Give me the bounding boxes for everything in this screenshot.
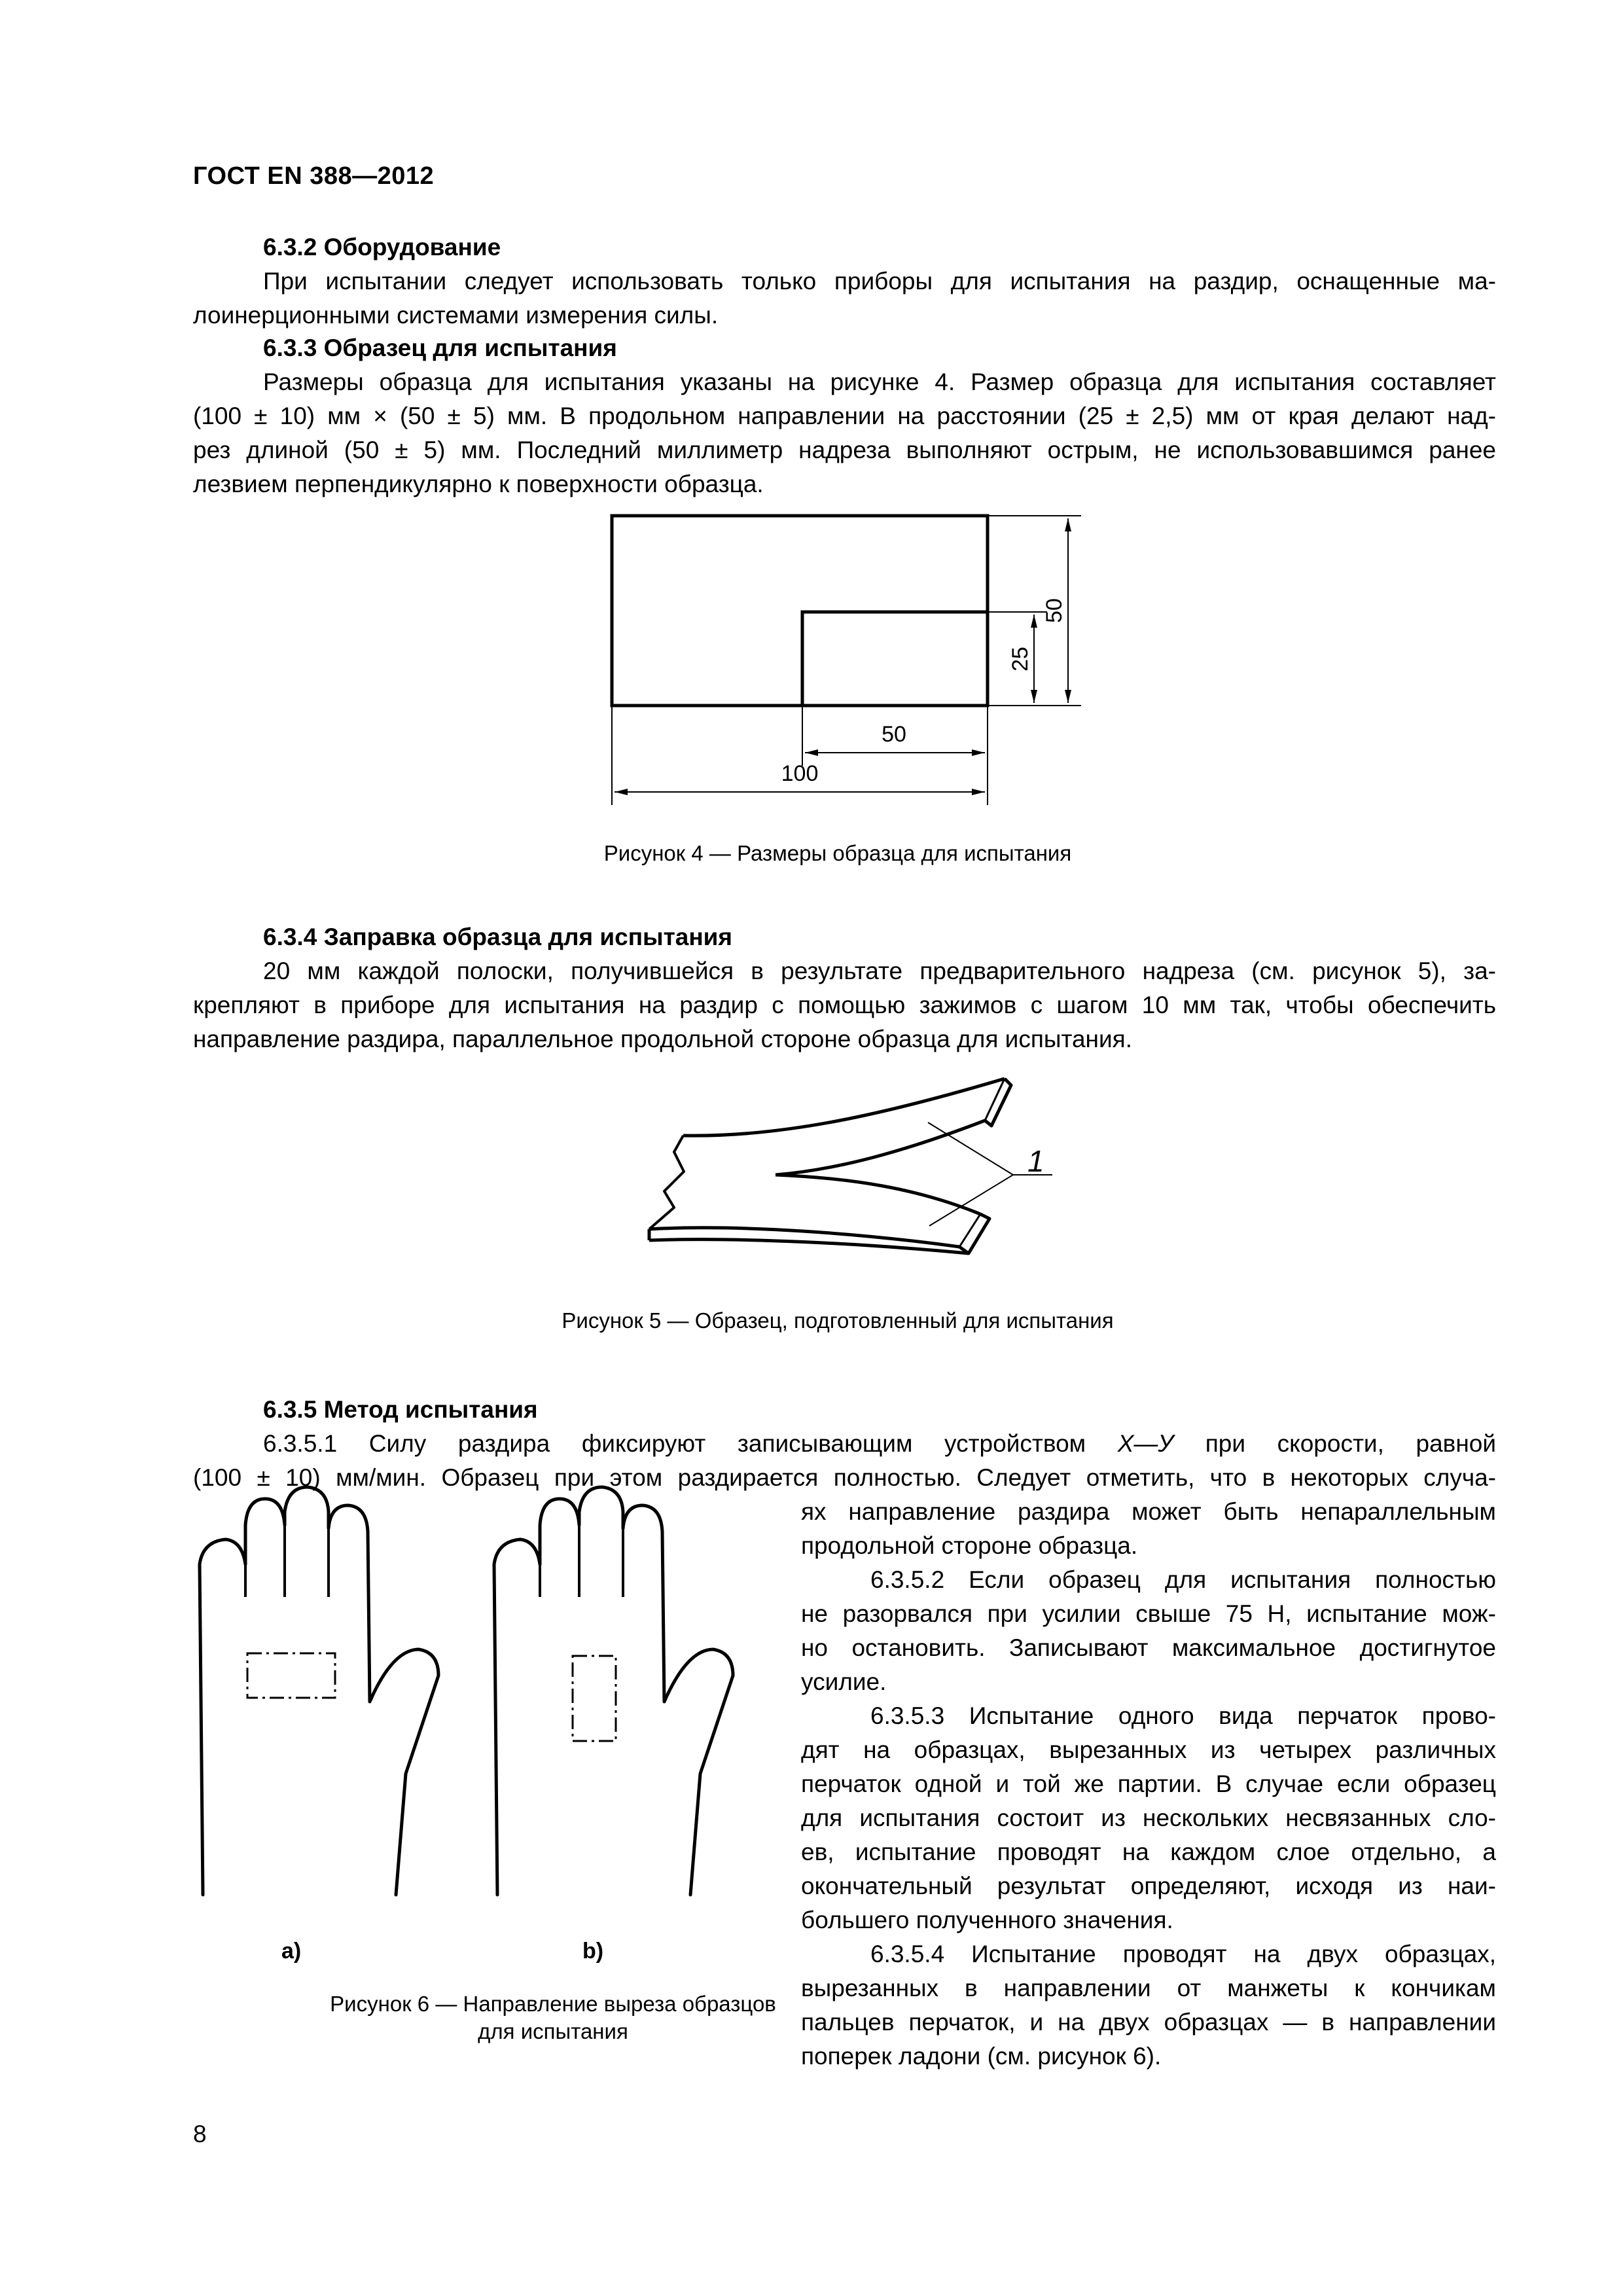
section-633-heading: 6.3.3 Образец для испытания [263,334,617,361]
callout-number: 1 [1027,1144,1044,1178]
p6352-line-4: усилие. [801,1668,887,1695]
figure-6-caption-line-2: для испытания [478,2019,628,2043]
p6353-line-6: окончательный результат определяют, исходя из наи- [801,1873,1496,1899]
s634-line-2: крепляют в приборе для испытания на раздир с помощью зажимов с шагом 10 мм так, чтобы обеспечить [193,992,1496,1018]
s635-right-line-2: продольной стороне образца. [801,1532,1138,1559]
glove-b-cut-area [573,1656,616,1741]
glove-b-drawing [494,1487,733,1895]
figure-6-caption-line-1: Рисунок 6 — Направление выреза образцов [330,1992,776,2016]
section-635-heading: 6.3.5 Метод испытания [263,1396,538,1423]
figure-5-specimen-drawing [649,1079,1011,1253]
s634-line-3: направление раздира, параллельное продольной стороне образца для испытания. [193,1026,1132,1052]
s634-line-1: 20 мм каждой полоски, получившейся в результате предварительного надреза (см. рисунок 5), за- [263,958,1496,984]
section-632-heading: 6.3.2 Оборудование [263,234,501,260]
document-header: ГОСТ EN 388—2012 [193,162,435,190]
s632-line-2: лоинерционными системами измерения силы. [193,302,719,329]
s633-line-4: лезвием перпендикулярно к поверхности образца. [193,471,764,497]
section-634-heading: 6.3.4 Заправка образца для испытания [263,924,733,950]
p6353-line-7: большего полученного значения. [801,1907,1173,1933]
p6354-line-4: поперек ладони (см. рисунок 6). [801,2043,1162,2070]
p6354-line-3: пальцев перчаток, и на двух образцах — в направлении [801,2009,1496,2036]
p6353-line-3: перчаток одной и той же партии. В случае если образец [801,1770,1496,1797]
p6353-line-2: дят на образцах, вырезанных из четырех различных [801,1736,1496,1763]
p6354-line-2: вырезанных в направлении от манжеты к кончикам [801,1975,1496,2001]
p6354-line-1: 6.3.5.4 Испытание проводят на двух образцах, [870,1941,1496,1967]
p6352-line-1: 6.3.5.2 Если образец для испытания полностью [870,1566,1496,1593]
s635-right-line-1: ях направление раздира может быть непараллельным [801,1498,1496,1525]
p6352-line-2: не разорвался при усилии свыше 75 Н, испытание мож- [801,1600,1496,1627]
p6353-line-5: ев, испытание проводят на каждом слое отдельно, а [801,1839,1496,1865]
s633-line-3: рез длиной (50 ± 5) мм. Последний миллиметр надреза выполняют острым, не использовавшимся ранее [193,437,1496,463]
p6353-line-1: 6.3.5.3 Испытание одного вида перчаток прово- [870,1702,1496,1729]
s633-line-1: Размеры образца для испытания указаны на рисунке 4. Размер образца для испытания составляет [263,368,1496,395]
p6353-line-4: для испытания состоит из нескольких несвязанных сло- [801,1804,1496,1831]
dim-50-vertical-label: 50 [1042,598,1067,623]
s632-line-1: При испытании следует использовать только приборы для испытания на раздир, оснащенные ма- [263,268,1496,295]
p6352-line-3: но остановить. Записывают максимальное достигнутое [801,1634,1496,1661]
s635-line-1: 6.3.5.1 Силу раздира фиксируют записывающим устройством Х—У при скорости, равной [263,1430,1496,1457]
glove-b-label: b) [582,1939,604,1964]
s633-line-2: (100 ± 10) мм × (50 ± 5) мм. В продольном направлении на расстоянии (25 ± 2,5) мм от края делают над- [193,403,1496,429]
figure-4-caption: Рисунок 4 — Размеры образца для испытания [603,841,1072,865]
specimen-cut [802,612,988,706]
glove-a-drawing [200,1487,438,1895]
figure-5-caption: Рисунок 5 — Образец, подготовленный для испытания [562,1308,1114,1333]
glove-a-label: a) [281,1939,302,1964]
dim-100-label: 100 [781,761,819,786]
page-number: 8 [193,2121,207,2147]
dim-25-label: 25 [1008,647,1033,672]
callout-leader-upper [928,1122,1013,1175]
s635-line-2: (100 ± 10) мм/мин. Образец при этом раздирается полностью. Следует отметить, что в некоторых случа- [193,1464,1496,1491]
glove-a-cut-area [247,1653,335,1698]
dim-50-horizontal-label: 50 [882,722,906,747]
